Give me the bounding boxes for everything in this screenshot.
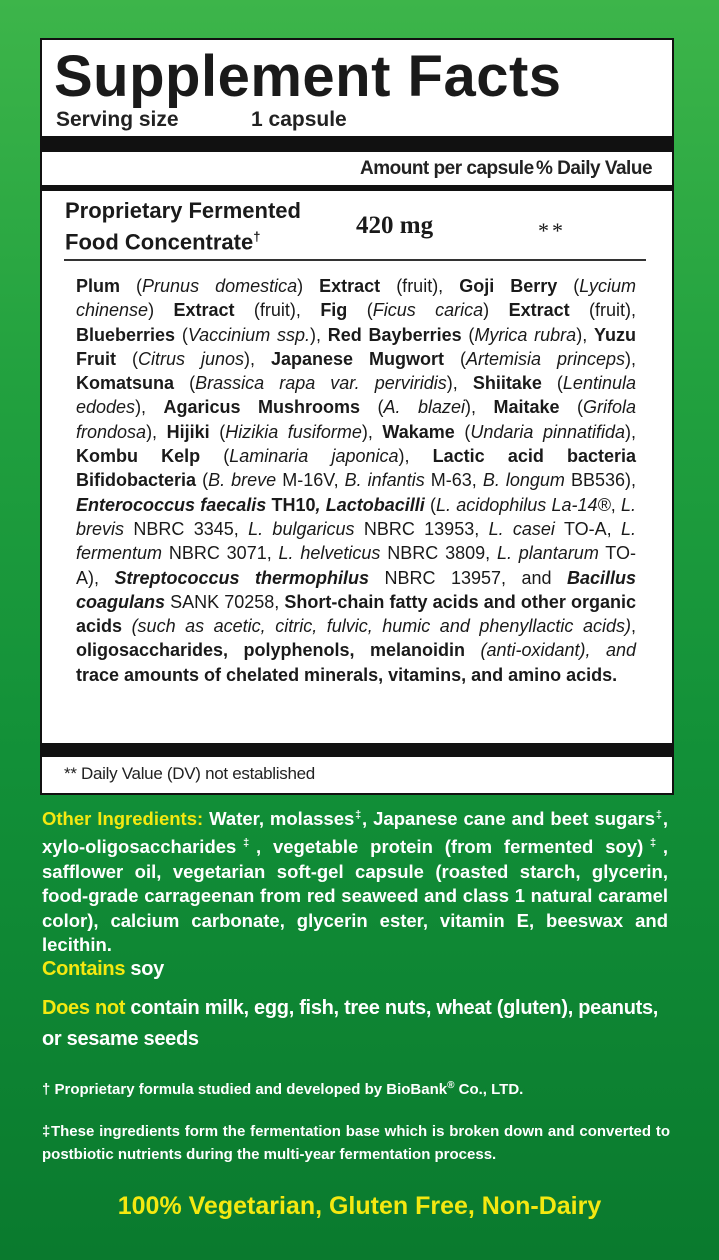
ingredient-segment: (	[196, 470, 209, 491]
ingredient-segment	[465, 640, 480, 660]
ingredient-segment: ),	[625, 421, 637, 442]
other-ingredient-segment: , xylo-oligosaccharides	[42, 808, 668, 858]
other-ingredients	[42, 803, 668, 957]
vegetarian-tagline: 100% Vegetarian, Gluten Free, Non-Dairy	[117, 1192, 602, 1220]
ingredient-segment: Shiitake	[472, 373, 542, 394]
thick-divider	[42, 136, 672, 152]
other-ingredient-segment: , safflower oil, vegetarian soft-gel capsule (roasted starch, glycerin, food-grade carrageenan from red seaweed and class 1 natural caramel color), calcium carbonate, glycerin ester, vitamin E, beeswax and lecithin.	[42, 836, 669, 955]
ingredient-segment: (anti-oxidant)	[480, 640, 586, 661]
other-ingredient-segment: , vegetable protein (from fermented soy)	[255, 836, 644, 858]
ingredient-segment: Lactic acid bacteria Bifidobacteria	[76, 446, 637, 491]
ingredient-segment: oligosaccharides, polyphenols, melanoidin	[76, 640, 465, 661]
ingredient-segment: Extract	[173, 300, 235, 321]
other-ingredient-segment: ‡	[655, 809, 663, 821]
ingredient-segment: Hizikia fusiforme	[225, 421, 362, 442]
ingredient-segment: Red Bayberries	[327, 324, 462, 345]
other-ingredient-segment: ‡	[354, 809, 363, 821]
contains-value: soy	[125, 958, 164, 980]
ingredient-segment: NBRC 3071,	[162, 543, 279, 564]
serving-size-row	[56, 108, 347, 132]
contains-label: Contains	[42, 958, 126, 980]
ingredient-segment: Wakame	[382, 421, 455, 442]
other-ingredient-segment: Water, molasses	[209, 808, 355, 830]
ingredient-segment: Agaricus Mushrooms	[163, 397, 361, 418]
ingredient-segment: L. bulgaricus	[248, 518, 355, 539]
ingredient-segment: Short-chain fatty acids and other organic acids	[76, 591, 636, 637]
ingredient-segment: Lactobacilli	[325, 494, 425, 515]
ingredient-segment: (	[120, 276, 143, 296]
other-ingredients-label: Other Ingredients:	[42, 808, 204, 830]
other-ingredient-segment: ‡	[236, 837, 256, 850]
ingredient-segment: (	[175, 324, 188, 345]
ingredient-segment: M-16V,	[276, 470, 345, 491]
ingredient-segment: NBRC 3809,	[380, 543, 497, 564]
ingredient-segment: L. fermentum	[76, 518, 636, 564]
ingredient-segment: TO-A,	[554, 518, 621, 539]
ingredient-segment: L. helveticus	[278, 543, 381, 564]
ingredient-segment: )	[297, 276, 320, 296]
proprietary-blend-dv: **	[538, 218, 566, 243]
ingredient-segment: Undaria pinnatifida	[470, 421, 626, 442]
ingredient-segment: (	[557, 276, 580, 296]
ingredient-segment: A. blazei	[383, 397, 466, 418]
ingredient-segment: Goji Berry	[459, 276, 558, 296]
ingredient-segment: TH10	[266, 494, 316, 515]
ingredient-segment: trace amounts of chelated minerals, vitamins, and amino acids.	[76, 664, 618, 685]
ingredient-segment: Maitake	[493, 397, 560, 418]
ingredient-segment: (	[174, 373, 196, 394]
ingredient-segment: (	[116, 348, 138, 369]
other-ingredient-segment: ‡	[643, 837, 663, 850]
does-not-label: Does not	[42, 997, 126, 1019]
ingredient-segment: Extract	[319, 276, 381, 296]
proprietary-blend-amount: 420 mg	[356, 212, 434, 239]
ingredient-segment: TO-A),	[76, 543, 636, 588]
proprietary-blend-name	[65, 198, 301, 255]
ingredient-segment: Yuzu Fruit	[76, 324, 636, 369]
serving-size-label: Serving size	[56, 108, 179, 131]
ingredient-segment: Artemisia princeps	[465, 348, 626, 369]
ingredient-segment: (	[347, 300, 373, 321]
column-header-daily-value: % Daily Value	[536, 158, 653, 179]
ingredient-segment: )	[483, 300, 509, 321]
ingredient-segment: Japanese Mugwort	[270, 348, 444, 369]
proprietary-blend-line1: Proprietary Fermented	[65, 198, 301, 223]
registered-mark: ®	[447, 1080, 455, 1091]
does-not-contain-line	[42, 993, 682, 1055]
other-ingredient-segment: , Japanese cane and beet sugars	[362, 808, 656, 830]
proprietary-footnote-company: Co., LTD.	[454, 1081, 524, 1098]
ingredient-segment: ),	[465, 397, 494, 418]
ingredient-segment: (	[461, 324, 475, 345]
ingredient-segment: Vaccinium ssp.	[187, 324, 310, 345]
ingredient-segment: (	[454, 421, 471, 442]
ingredient-segment: )	[148, 300, 174, 321]
blend-ingredients-list	[76, 274, 636, 687]
proprietary-footnote-text: † Proprietary formula studied and developed by BioBank	[42, 1081, 448, 1098]
ingredient-segment: L. plantarum	[496, 543, 599, 564]
ingredient-segment: (fruit),	[569, 300, 636, 321]
proprietary-footnote	[42, 1080, 523, 1098]
ingredient-segment: NBRC 13953,	[354, 518, 489, 539]
ingredient-segment: Lentinula edodes	[76, 373, 636, 418]
ingredient-segment: L. casei	[488, 518, 555, 539]
ingredient-segment: Komatsuna	[76, 373, 175, 394]
ingredient-segment: NBRC 13957, and	[369, 567, 567, 588]
ingredient-segment: ,	[630, 616, 636, 637]
ingredient-segment: Laminaria japonica	[229, 446, 399, 467]
ingredient-segment: Citrus junos	[137, 348, 244, 369]
ingredient-segment: ),	[576, 324, 594, 345]
ingredient-segment: ,	[315, 494, 326, 515]
ingredient-segment: Ficus carica	[372, 300, 484, 321]
ingredient-segment: M-63,	[424, 470, 483, 491]
ingredient-segment: (such as acetic, citric, fulvic, humic and phenyllactic acids)	[131, 616, 631, 637]
thick-divider-bottom	[42, 743, 672, 757]
ingredient-segment: L. brevis	[76, 494, 636, 539]
proprietary-blend-line2	[65, 224, 301, 255]
panel-title: Supplement Facts	[54, 44, 562, 109]
ingredient-segment: ,	[610, 494, 621, 515]
ingredient-segment: (	[200, 446, 230, 467]
ingredient-segment: SANK 70258,	[165, 591, 285, 612]
ingredient-segment: Bacillus coagulans	[76, 567, 636, 612]
ingredient-segment: (fruit),	[234, 300, 321, 321]
ingredient-segment: Hijiki	[166, 421, 210, 442]
dagger-mark: †	[253, 229, 261, 244]
ingredient-segment: Grifola frondosa	[76, 397, 637, 442]
supplement-facts-panel	[40, 38, 674, 795]
ingredient-segment: (	[360, 397, 384, 418]
proprietary-blend-line2-text: Food Concentrate	[65, 229, 254, 255]
ingredient-segment: Fig	[320, 300, 348, 321]
medium-divider	[42, 185, 672, 191]
serving-size-value: 1 capsule	[251, 108, 347, 131]
ingredient-segment: ),	[446, 373, 473, 394]
ingredient-segment: ),	[244, 348, 271, 369]
ingredient-segment: B. breve	[208, 470, 277, 491]
ingredient-segment: ),	[625, 348, 637, 369]
ingredient-segment: (	[559, 397, 583, 418]
ingredient-segment: Enterococcus faecalis	[76, 494, 267, 515]
ingredient-segment: ),	[135, 397, 164, 418]
does-not-value: contain milk, egg, fish, tree nuts, wheat (gluten), peanuts, or sesame seeds	[42, 997, 659, 1050]
ingredient-segment: Prunus domestica	[142, 276, 298, 296]
ingredient-segment: , and	[585, 640, 636, 661]
fermentation-footnote: ‡These ingredients form the fermentation base which is broken down and converted to postbiotic nutrients during the multi-year fermentation process.	[42, 1123, 670, 1163]
ingredient-segment: (	[541, 373, 563, 394]
ingredient-segment: (	[424, 494, 436, 515]
ingredient-segment: B. longum	[482, 470, 565, 491]
ingredient-segment: ),	[398, 446, 433, 467]
ingredient-segment: Plum	[76, 276, 121, 296]
ingredient-segment: NBRC 3345,	[124, 518, 249, 539]
ingredient-segment: Blueberries	[76, 324, 176, 345]
contains-line	[42, 958, 164, 981]
ingredient-segment: (	[444, 348, 466, 369]
ingredient-segment: Brassica rapa var. perviridis	[195, 373, 447, 394]
ingredient-segment: Kombu Kelp	[76, 446, 201, 467]
ingredient-segment: Streptococcus thermophilus	[114, 567, 369, 588]
ingredient-segment: Myrica rubra	[474, 324, 577, 345]
ingredient-segment: Lycium chinense	[76, 276, 636, 321]
ingredient-segment: Extract	[508, 300, 570, 321]
ingredient-segment: ),	[309, 324, 328, 345]
thin-divider	[64, 259, 646, 261]
ingredient-segment	[122, 616, 132, 636]
ingredient-segment: B. infantis	[344, 470, 425, 491]
ingredient-segment: (fruit),	[380, 276, 460, 296]
ingredient-segment: BB536),	[564, 470, 636, 491]
ingredient-segment: L. acidophilus La-14®	[435, 494, 611, 515]
ingredient-segment: ),	[361, 421, 383, 442]
ingredient-segment: ),	[146, 421, 167, 442]
column-header-amount: Amount per capsule	[360, 158, 534, 179]
ingredient-segment: (	[209, 421, 226, 442]
daily-value-note: ** Daily Value (DV) not established	[64, 764, 315, 783]
